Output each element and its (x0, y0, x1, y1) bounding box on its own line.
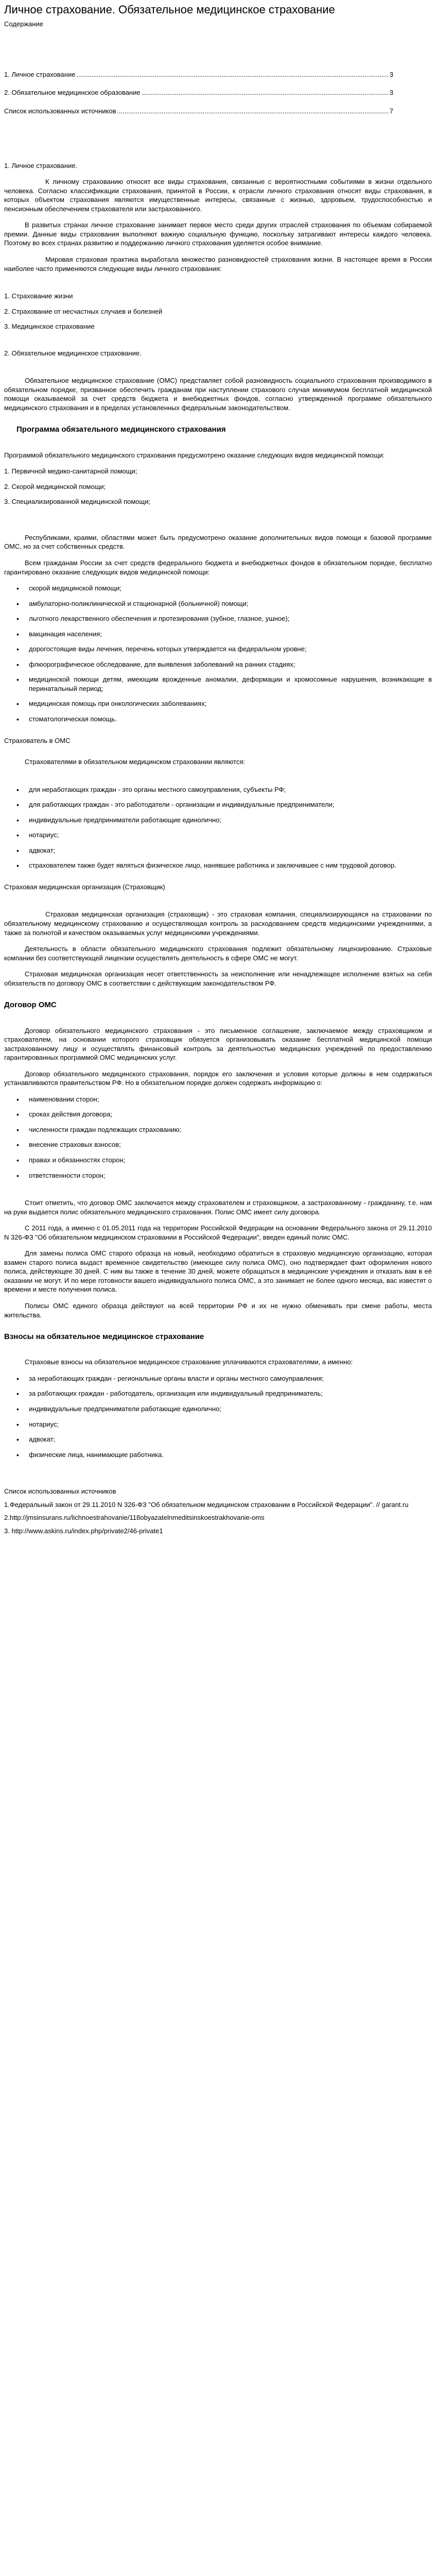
list-item: • вакцинация населения; (29, 630, 432, 639)
paragraph: Деятельность в области обязательного медицинского страхования подлежит обязательному лицензированию. Страховые компании без соответствующей лицензии осуществлять деятельность в сфере ОМС не могут. (4, 945, 432, 962)
list-item: 1. Первичной медико-санитарной помощи; (4, 467, 137, 476)
list-item: • амбулаторно-поликлинической и стационарной (больничной) помощи; (29, 599, 432, 608)
list-item: • правах и обязанностях сторон; (29, 1156, 432, 1165)
toc-dot-leader (117, 107, 389, 116)
paragraph: Стоит отметить, что договор ОМС заключается между страхователем и страховщиком, а застрахованному - гражданину, т.е. нам на руки выдается полис обязательного медицинского страхования. Полис ОМС имеет силу договора. (4, 1199, 432, 1216)
list-item: 1. Страхование жизни (4, 292, 73, 300)
contract-heading: Договор ОМС (4, 1001, 57, 1010)
paragraph: С 2011 года, а именно с 01.05.2011 года на территории Российской Федерации на основании Федерального закона от 29.11.2010 N 326-ФЗ "Об обязательном медицинском страховании в Российской Федерации", введен единый полис ОМС. (4, 1224, 432, 1241)
toc-row[interactable] (4, 107, 393, 116)
paragraph: Страхователями в обязательном медицинском страховании являются: (25, 758, 246, 766)
paragraph: Всем гражданам России за счет средств федерального бюджета и внебюджетных фондов в обязательном порядке, бесплатно гарантировано оказание следующих видов медицинской помощи: (4, 558, 432, 576)
list-item: • стоматологическая помощь. (29, 715, 432, 724)
paragraph: Страховая медицинская организация несет ответственность за неисполнение или ненадлежащее исполнение взятых на себя обязательств по договору ОМС в соответствии с действующим законодательством РФ. (4, 970, 432, 987)
list-item: • внесение страховых взносов; (29, 1140, 432, 1149)
list-item: 3. Специализированной медицинской помощи; (4, 498, 151, 506)
list-item: 2. Страхование от несчастных случаев и болезней (4, 307, 163, 315)
paragraph: Страховая медицинская организация (страховщик) - это страховая компания, специализирующаяся на страховании по обязательному медицинскому страхованию и осуществляющая контроль за расходованием средств медицинскими учреждениями, а также за полнотой и качеством оказываемых услуг медицинскими учреждениями. (4, 910, 432, 937)
toc-row-text: Список использованных источников (4, 107, 116, 115)
list-item: • за неработающих граждан - региональные органы власти и органы местного самоуправления; (29, 1374, 432, 1383)
list-item: • дорогостоящие виды лечения, перечень которых утверждается на федеральном уровне; (29, 645, 432, 654)
list-item: • страхователем также будет являться физическое лицо, нанявшее работника и заключившее с ним трудовой договор. (29, 861, 432, 870)
sources (4, 1487, 432, 1535)
section-1-heading: 1. Личное страхование. (4, 161, 78, 170)
list-item: • ответственности сторон; (29, 1171, 432, 1180)
paragraph: К личному страхованию относят все виды страхования, связанные с вероятностными событиями в жизни отдельного человека. Согласно классификации страхования, принятой в России, к отрасли личного страхования относят виды страхования, в которых объектом страхования являются имущественные интересы, связанные с жизнью, здоровьем, трудоспособностью и пенсионным обеспечением страхователя или застрахованного. (4, 178, 432, 213)
insurers-heading: Страхователь в ОМС (4, 736, 71, 744)
paragraph: Программой обязательного медицинского страхования предусмотрено оказание следующих видов медицинской помощи: (4, 451, 385, 459)
list-item: • скорой медицинской помощи; (29, 584, 432, 593)
list-item: • физические лица, нанимающие работника. (29, 1450, 432, 1460)
list-item: • для работающих граждан - это работодатели - организации и индивидуальные предприниматели; (29, 800, 432, 809)
toc-row[interactable] (4, 70, 393, 79)
toc-row-page: 3 (389, 89, 393, 97)
paragraph: В развитых странах личное страхование занимает первое место среди других отраслей страхования по объемам собираемой премии. Данные виды страхования выполняют важную социальную функцию, поскольку затрагивают интересы каждого человека. Поэтому во всех странах развитию и поддержанию личного страхования уделяется особое внимание. (4, 221, 432, 247)
list-item: • медицинской помощи детям, имеющим врожденные аномалии, деформации и хромосомные нарушения, возникающие в перинатальный период; (29, 675, 432, 693)
list-item: • флюорографическое обследование, для выявления заболеваний на ранних стадиях; (29, 660, 432, 669)
source-link[interactable]: 2.http://jmsinsurans.ru/lichnoestrahovanie/118obyazatelnmeditsinskoestrakhovanie-oms (4, 1514, 265, 1522)
paragraph: Полисы ОМС единого образца действуют на всей территории РФ и их не нужно обменивать при смене работы, места жительства. (4, 1302, 432, 1319)
list-item: • нотариус; (29, 831, 432, 840)
source-link[interactable]: 3. http://www.askins.ru/index.php/private2/46-private1 (4, 1527, 163, 1535)
paragraph: Для замены полиса ОМС старого образца на новый, необходимо обратиться в страховую медицинскую организацию, которая взамен старого полиса выдаст временное свидетельство (имеющее силу полиса ОМС), оно подтверждает факт оформления нового полиса, действующее 30 дней. С ним вы также в течение 30 дней, можете обращаться в медицинские учреждения и отказать вам в её оказании не могут. И по мере готовности вашего индивидуального полиса ОМС, а это занимает не более одного месяца, вас известят о времени и месте получения полиса. (4, 1249, 432, 1294)
list-item: • наименовании сторон; (29, 1095, 432, 1104)
section-2-heading: 2. Обязательное медицинское страхование. (4, 349, 142, 357)
guaranteed-care-list (4, 584, 432, 723)
list-item: • индивидуальные предприниматели работающие единолично; (29, 1404, 432, 1414)
list-item: • медицинская помощь при онкологических заболеваниях; (29, 699, 432, 708)
list-item: • нотариус; (29, 1420, 432, 1429)
toc-row-text: 2. Обязательное медицинское образование (4, 89, 141, 97)
paragraph: Мировая страховая практика выработала множество разновидностей страхования жизни. В настоящее время в России наиболее часто применяются следующие виды личного страхования: (4, 255, 432, 273)
contract-items-list (4, 1095, 432, 1180)
program-heading: Программа обязательного медицинского страхования (16, 425, 226, 434)
paragraph: Страховые взносы на обязательное медицинское страхование уплачиваются страхователями, а именно: (25, 1358, 353, 1366)
org-heading: Страховая медицинская организация (Страховщик) (4, 883, 165, 891)
fees-list (4, 1374, 432, 1459)
toc-row-page: 7 (389, 107, 393, 115)
toc-row-text: 1. Личное страхование (4, 70, 76, 78)
toc-row[interactable] (4, 88, 393, 97)
list-item: 3. Медицинское страхование (4, 323, 95, 331)
list-item: • льготного лекарственного обеспечения и протезирования (зубное, глазное, ушное); (29, 614, 432, 623)
toc-dot-leader (76, 70, 388, 79)
fees-heading: Взносы на обязательное медицинское страхование (4, 1332, 204, 1342)
toc-heading: Содержание (4, 20, 43, 28)
list-item: • для неработающих граждан - это органы местного самоуправления, субъекты РФ; (29, 785, 432, 794)
list-item: • за работающих граждан - работодатель, организация или индивидуальный предприниматель; (29, 1389, 432, 1398)
toc-dot-leader (142, 88, 389, 97)
list-item: • сроках действия договора; (29, 1110, 432, 1119)
sources-heading: Список использованных источников (4, 1487, 116, 1496)
insurers-list (4, 785, 432, 870)
document-title: Личное страхование. Обязательное медицинское страхование (4, 3, 335, 16)
list-item: 2. Скорой медицинской помощи; (4, 482, 106, 490)
list-item: • адвокат; (29, 1435, 432, 1444)
list-item: • численности граждан подлежащих страхованию; (29, 1125, 432, 1134)
paragraph: Обязательное медицинское страхование (ОМС) представляет собой разновидность социального страхования производимого в обязательном порядке, призванное обеспечить гражданам при наступлении страхового случая минимумом бесплатной медицинской помощи оказываемой за счет средств бюджета и внебюджетных фондов, согласно утвержденной программе обязательного медицинского страхования и в пределах установленных федеральным законодательством. (4, 377, 432, 412)
list-item: • адвокат; (29, 846, 432, 855)
list-item: • индивидуальные предприниматели работающие единолично; (29, 816, 432, 825)
paragraph: Договор обязательного медицинского страхования, порядок его заключения и условия которые должны в нем содержаться устанавливаются правительством РФ. Но в обязательном порядке должен содержать информацию о: (4, 1070, 432, 1087)
source-item: 1.Федеральный закон от 29.11.2010 N 326-ФЗ "Об обязательном медицинском страховании в Российской Федерации". // garant.ru (4, 1500, 409, 1509)
paragraph: Договор обязательного медицинского страхования - это письменное соглашение, заключаемое между страховщиком и страхователем, на основании которого страховщик обязуется организовывать оказание бесплатной медицинской помощи застрахованному лицу и осуществлять финансовый контроль за деятельностью медицинских учреждений по предоставлению гарантированных программой ОМС медицинских услуг. (4, 1026, 432, 1062)
table-of-contents (4, 20, 432, 115)
paragraph: Республиками, краями, областями может быть предусмотрено оказание дополнительных видов помощи к базовой программе ОМС, но за счет собственных средств. (4, 533, 432, 551)
toc-row-page: 3 (389, 70, 393, 78)
